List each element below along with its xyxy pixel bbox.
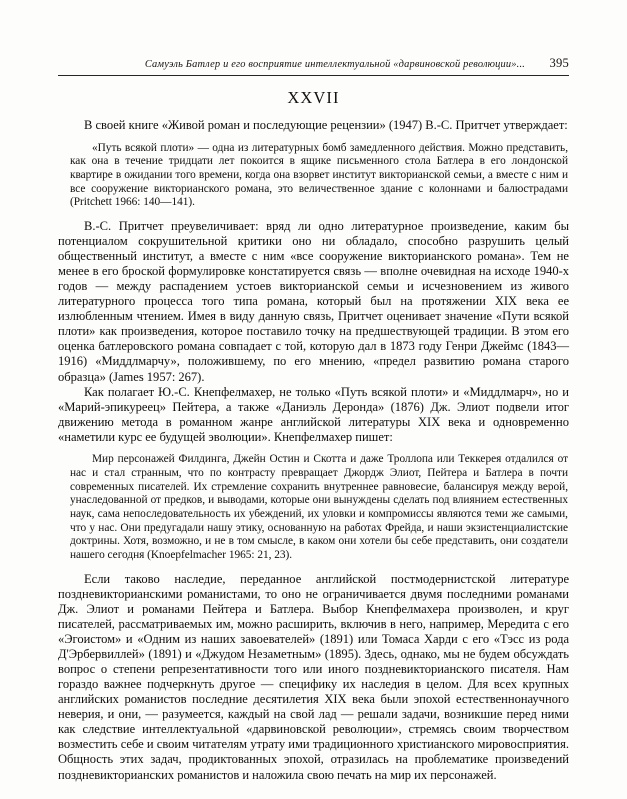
quote-paragraph: «Путь всякой плоти» — одна из литературных бомб замедленного действия. Можно представить, как она в течение тридцати лет покоится в ящике письменного стола Батлера в его лондонской квартире в ожидании того времени, когда она взорвет институт викторианской семьи, а вместе с ним и все сооружение викторианского романа, это величественное здание с колоннами и балюстрадами (Pritchett 1966: 140—141).: [70, 141, 568, 209]
page-number: 395: [549, 56, 569, 70]
running-head: [58, 56, 569, 76]
chapter-number: XXVII: [287, 88, 340, 107]
paragraph: В.-С. Притчет преувеличивает: вряд ли одно литературное произведение, каким бы потенциалом сокрушительной критики оно ни обладало, способно разрушить целый общественный институт, а вместе с ним «все сооружение викторианского романа». Тем не менее в его броской формулировке констатируется связь — вполне очевидная на исходе 1940-х годов — между распадением устоев викторианской семьи и исчезновением из живого литературного процесса того типа романа, который был на протяжении XIX века ее излюбленным чтением. Имея в виду данную связь, Притчет оценивает значение «Пути всякой плоти» как произведения, которое поставило точку на предшествующей традиции. В этом его оценка батлеровского романа совпадает с той, которую дал в 1873 году Генри Джеймс (1843—1916) «Миддлмарчу», положившему, по его мнению, «предел развитию романа старого образца» (James 1957: 267).: [58, 219, 569, 384]
running-head-title: Самуэль Батлер и его восприятие интеллектуальной «дарвиновской революции»...: [144, 59, 525, 70]
paragraph: В своей книге «Живой роман и последующие рецензии» (1947) В.-С. Притчет утверждает:: [84, 118, 568, 132]
paragraph: Если таково наследие, переданное английской постмодернистской литературе поздневикторианскими романистами, то оно не ограничивается двумя последними романами Дж. Элиот и романами Пейтера и Батлера. Выбор Кнепфелмахера произволен, и круг писателей, рассматриваемых им, можно расширить, включив в него, например, Мередита с его «Эгоистом» и «Одним из наших завоевателей» (1891) или Томаса Харди с его «Тэсс из рода Д'Эрбервиллей» (1891) и «Джудом Незаметным» (1895). Здесь, однако, мы не будем обсуждать вопрос о степени репрезентативности того или иного поздневикторианского писателя. Нам гораздо важнее подчеркнуть другое — специфику их наследия в целом. Для всех крупных английских романистов последние десятилетия XIX века были эпохой естественнонаучного неверия, и они, — разумеется, каждый на свой лад — решали задачи, возникшие перед ними как следствие интеллектуальной «дарвиновской революции», стремясь своим творчеством возместить себе и своим читателям утрату ими традиционного христианского мировосприятия. Общность этих задач, продиктованных эпохой, отразилась на проблематике произведений поздневикторианских романистов и наложила свою печать на мир их персонажей.: [58, 571, 569, 782]
quote-paragraph: Мир персонажей Филдинга, Джейн Остин и Скотта и даже Троллопа или Теккерея отдалился от нас и стал странным, что по контрасту превращает Джордж Элиот, Пейтера и Батлера в почти современных писателей. Их стремление сохранить внутреннее равновесие, балансируя между верой, унаследованной от предков, и выводами, которые они вынуждены сделать под влиянием естественных наук, сама непоследовательность их убеждений, их уловки и компромиссы являются теми же самыми, что у нас. Они предугадали нашу этику, основанную на работах Фрейда, и наши экзистенциалистские доктрины. Хотя, возможно, и не в том смысле, в каком они хотели бы себе представить, они создатели нашего сегодня (Knoepfelmacher 1965: 21, 23).: [70, 453, 568, 562]
paragraph: Как полагает Ю.-С. Кнепфелмахер, не только «Путь всякой плоти» и «Миддлмарч», но и «Марий-эпикуреец» Пейтера, а также «Даниэль Деронда» (1876) Дж. Элиот подвели итог движению метода в романном жанре английской литературы XIX века и одновременно «наметили курс ее будущей эволюции». Кнепфелмахер пишет:: [58, 384, 569, 444]
text-column: [58, 118, 569, 783]
block-quote: [58, 453, 569, 563]
block-quote: [58, 142, 569, 211]
